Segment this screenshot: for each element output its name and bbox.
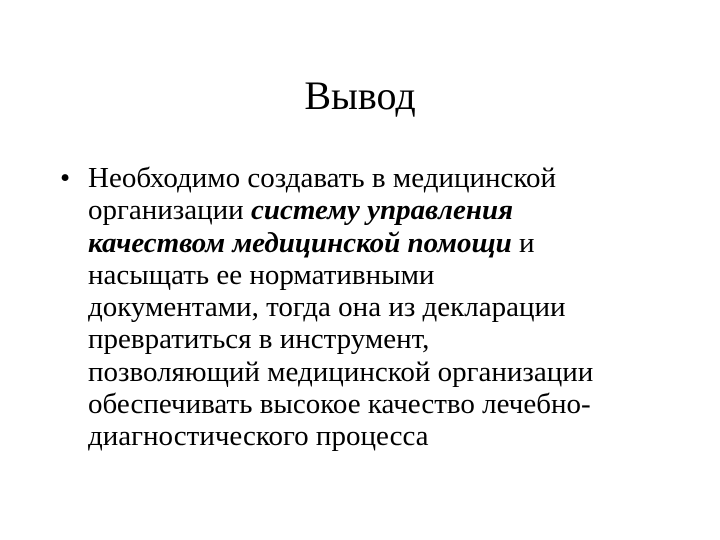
text-line-8: обеспечивать высокое качество лечебно-: [88, 388, 591, 421]
text-line-2-plain: организации: [88, 194, 251, 227]
text-line-9: диагностического процесса: [88, 420, 429, 453]
text-line-3: [88, 227, 688, 259]
text-line-5: документами, тогда она из декларации: [88, 291, 566, 324]
text-line-1: Необходимо создавать в медицинской: [88, 162, 557, 194]
bullet-list: [60, 162, 688, 453]
text-line-2: [88, 194, 688, 226]
text-line-3-plain: и: [511, 226, 535, 259]
bullet-icon: •: [60, 162, 71, 194]
text-line-3-emphasis: качеством медицинской помощи: [88, 226, 512, 259]
text-line-7: позволяющий медицинской организации: [88, 355, 594, 388]
bullet-item: [60, 162, 688, 453]
text-line-4: насыщать ее нормативными: [88, 258, 435, 291]
slide-title: Вывод: [304, 73, 416, 118]
text-line-6: превратиться в инструмент,: [88, 323, 430, 356]
text-line-2-emphasis: систему управления: [250, 194, 514, 227]
